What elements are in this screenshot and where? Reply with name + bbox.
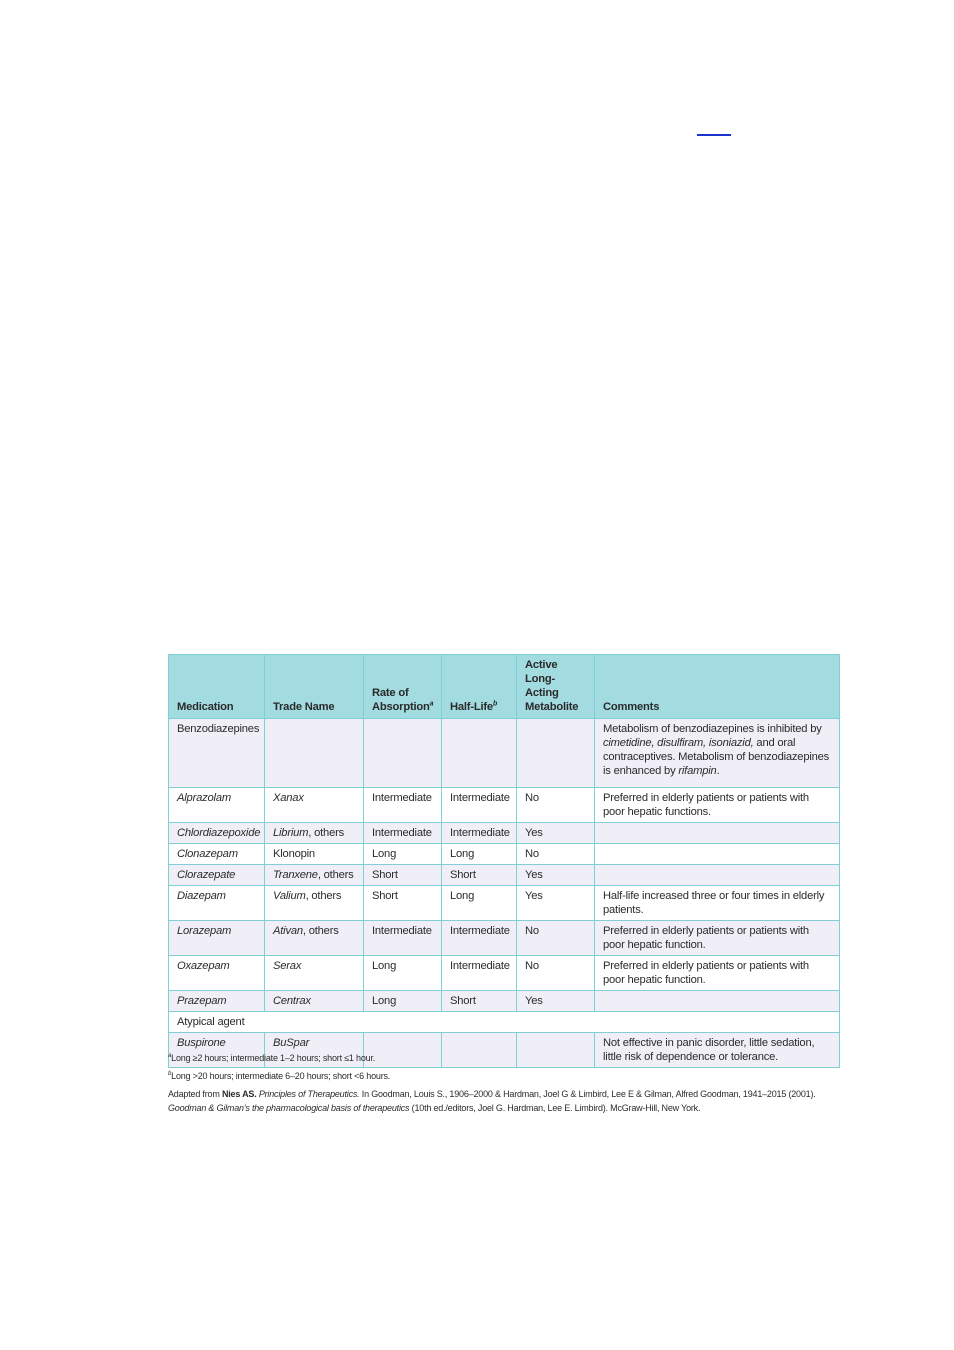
absorption-cell: Intermediate bbox=[364, 788, 442, 823]
trade-name-italic: Serax bbox=[273, 960, 302, 972]
absorption-cell: Long bbox=[364, 991, 442, 1012]
trade-name-italic: Ativan bbox=[273, 925, 303, 937]
footnote-a-text: Long ≥2 hours; intermediate 1–2 hours; short ≤1 hour. bbox=[171, 1053, 376, 1063]
metabolite-cell: Yes bbox=[517, 865, 595, 886]
group-comment-part3: . bbox=[716, 765, 720, 777]
trade-name-rest: , others bbox=[308, 827, 345, 839]
trade-name-italic: Librium bbox=[273, 827, 309, 839]
half-life-cell: Intermediate bbox=[442, 956, 517, 991]
table-cell-empty bbox=[517, 719, 595, 788]
trade-name-rest: , others bbox=[302, 925, 339, 937]
header-half-life bbox=[442, 655, 517, 719]
trade-name-cell bbox=[265, 991, 364, 1012]
metabolite-cell: No bbox=[517, 956, 595, 991]
half-life-cell: Long bbox=[442, 844, 517, 865]
trade-name-cell bbox=[265, 823, 364, 844]
metabolite-cell: No bbox=[517, 788, 595, 823]
medication-cell: Clonazepam bbox=[169, 844, 265, 865]
table-row bbox=[169, 956, 840, 991]
half-life-cell: Short bbox=[442, 991, 517, 1012]
absorption-cell: Intermediate bbox=[364, 823, 442, 844]
trade-name-italic: Xanax bbox=[273, 792, 304, 804]
absorption-cell: Short bbox=[364, 865, 442, 886]
comments-cell: Preferred in elderly patients or patients with poor hepatic function. bbox=[595, 921, 840, 956]
header-half-life-sup: b bbox=[492, 700, 498, 708]
trade-name-rest: Klonopin bbox=[273, 848, 315, 860]
comments-cell bbox=[595, 865, 840, 886]
benzodiazepine-table-container bbox=[168, 654, 839, 1068]
group-comment-part1: Metabolism of benzodiazepines is inhibited by bbox=[603, 723, 822, 735]
comments-cell: Preferred in elderly patients or patients with poor hepatic functions. bbox=[595, 788, 840, 823]
table-footnotes bbox=[168, 1051, 839, 1119]
comments-cell: Half-life increased three or four times in elderly patients. bbox=[595, 886, 840, 921]
header-absorption bbox=[364, 655, 442, 719]
metabolite-cell: Yes bbox=[517, 886, 595, 921]
header-medication: Medication bbox=[169, 655, 265, 719]
absorption-cell: Intermediate bbox=[364, 921, 442, 956]
table-row bbox=[169, 886, 840, 921]
table-row-benzodiazepines-group bbox=[169, 719, 840, 788]
footnote-a bbox=[168, 1051, 839, 1065]
citation-prefix: Adapted from bbox=[168, 1089, 222, 1099]
metabolite-cell: Yes bbox=[517, 991, 595, 1012]
citation-middle: In Goodman, Louis S., 1906–2000 & Hardman, Joel G & Limbird, Lee E & Gilman, Alfred Goodman, 1941–2015 (2001). bbox=[359, 1089, 816, 1099]
footnote-b bbox=[168, 1069, 839, 1083]
header-comments: Comments bbox=[595, 655, 840, 719]
medication-cell: Lorazepam bbox=[169, 921, 265, 956]
header-half-life-label: Half-Life bbox=[450, 701, 493, 713]
table-row bbox=[169, 921, 840, 956]
trade-name-cell bbox=[265, 844, 364, 865]
medication-cell: Alprazolam bbox=[169, 788, 265, 823]
table-cell-empty bbox=[442, 719, 517, 788]
half-life-cell: Short bbox=[442, 865, 517, 886]
medication-cell: Diazepam bbox=[169, 886, 265, 921]
half-life-cell: Long bbox=[442, 886, 517, 921]
table-row-atypical-group bbox=[169, 1012, 840, 1033]
group-comment-drug2: rifampin bbox=[678, 765, 717, 777]
group-comment-drugs: cimetidine, disulfiram, isoniazid, bbox=[603, 737, 754, 749]
group-label: Benzodiazepines bbox=[169, 719, 265, 788]
absorption-cell: Short bbox=[364, 886, 442, 921]
trade-name-rest: , others bbox=[317, 869, 354, 881]
metabolite-cell: No bbox=[517, 844, 595, 865]
comments-cell bbox=[595, 991, 840, 1012]
comments-cell: Preferred in elderly patients or patients with poor hepatic function. bbox=[595, 956, 840, 991]
table-cell-empty bbox=[265, 719, 364, 788]
trade-name-cell bbox=[265, 921, 364, 956]
trade-name-cell bbox=[265, 886, 364, 921]
table-row bbox=[169, 823, 840, 844]
table-row bbox=[169, 844, 840, 865]
group-comment-part2: and oral contraceptives. Metabolism of benzodiazepines is enhanced by bbox=[603, 737, 830, 777]
table-row bbox=[169, 788, 840, 823]
citation-book: Goodman & Gilman's the pharmacological basis of therapeutics bbox=[168, 1103, 410, 1113]
citation-title: Principles of Therapeutics. bbox=[256, 1089, 360, 1099]
medication-cell: Prazepam bbox=[169, 991, 265, 1012]
comments-cell: Not effective in panic disorder, little sedation, little risk of dependence or tolerance. bbox=[595, 1033, 840, 1068]
half-life-cell: Intermediate bbox=[442, 921, 517, 956]
group-label: Atypical agent bbox=[169, 1012, 840, 1033]
trade-name-italic: Tranxene bbox=[273, 869, 318, 881]
group-comment bbox=[595, 719, 840, 788]
header-metabolite: Active Long-Acting Metabolite bbox=[517, 655, 595, 719]
medication-cell: Chlordiazepoxide bbox=[169, 823, 265, 844]
half-life-cell: Intermediate bbox=[442, 823, 517, 844]
header-absorption-sup: a bbox=[429, 700, 434, 708]
table-header-row bbox=[169, 655, 840, 719]
header-trade-name: Trade Name bbox=[265, 655, 364, 719]
header-absorption-label: Rate of Absorption bbox=[372, 687, 430, 713]
medication-cell: Clorazepate bbox=[169, 865, 265, 886]
source-citation bbox=[168, 1087, 839, 1115]
half-life-cell: Intermediate bbox=[442, 788, 517, 823]
citation-end: (10th ed./editors, Joel G. Hardman, Lee E. Limbird). McGraw-Hill, New York. bbox=[409, 1103, 701, 1113]
table-cell-empty bbox=[364, 719, 442, 788]
trade-name-cell bbox=[265, 865, 364, 886]
top-link-underline[interactable] bbox=[697, 134, 731, 136]
trade-name-italic: Centrax bbox=[273, 995, 311, 1007]
citation-author: Nies AS. bbox=[221, 1089, 257, 1099]
footnote-b-text: Long >20 hours; intermediate 6–20 hours; short <6 hours. bbox=[171, 1071, 391, 1081]
absorption-cell: Long bbox=[364, 956, 442, 991]
medication-cell: Buspirone bbox=[169, 1033, 265, 1068]
table-row bbox=[169, 991, 840, 1012]
trade-name-cell bbox=[265, 788, 364, 823]
metabolite-cell: Yes bbox=[517, 823, 595, 844]
trade-name-cell: BuSpar bbox=[265, 1033, 364, 1068]
trade-name-rest: , others bbox=[305, 890, 342, 902]
table-row bbox=[169, 865, 840, 886]
comments-cell bbox=[595, 823, 840, 844]
absorption-cell: Long bbox=[364, 844, 442, 865]
footnote-a-marker: a bbox=[168, 1053, 172, 1059]
benzodiazepine-table bbox=[168, 654, 840, 1068]
comments-cell bbox=[595, 844, 840, 865]
footnote-b-marker: b bbox=[168, 1071, 172, 1077]
medication-cell: Oxazepam bbox=[169, 956, 265, 991]
trade-name-italic: Valium bbox=[273, 890, 306, 902]
metabolite-cell: No bbox=[517, 921, 595, 956]
trade-name-cell bbox=[265, 956, 364, 991]
